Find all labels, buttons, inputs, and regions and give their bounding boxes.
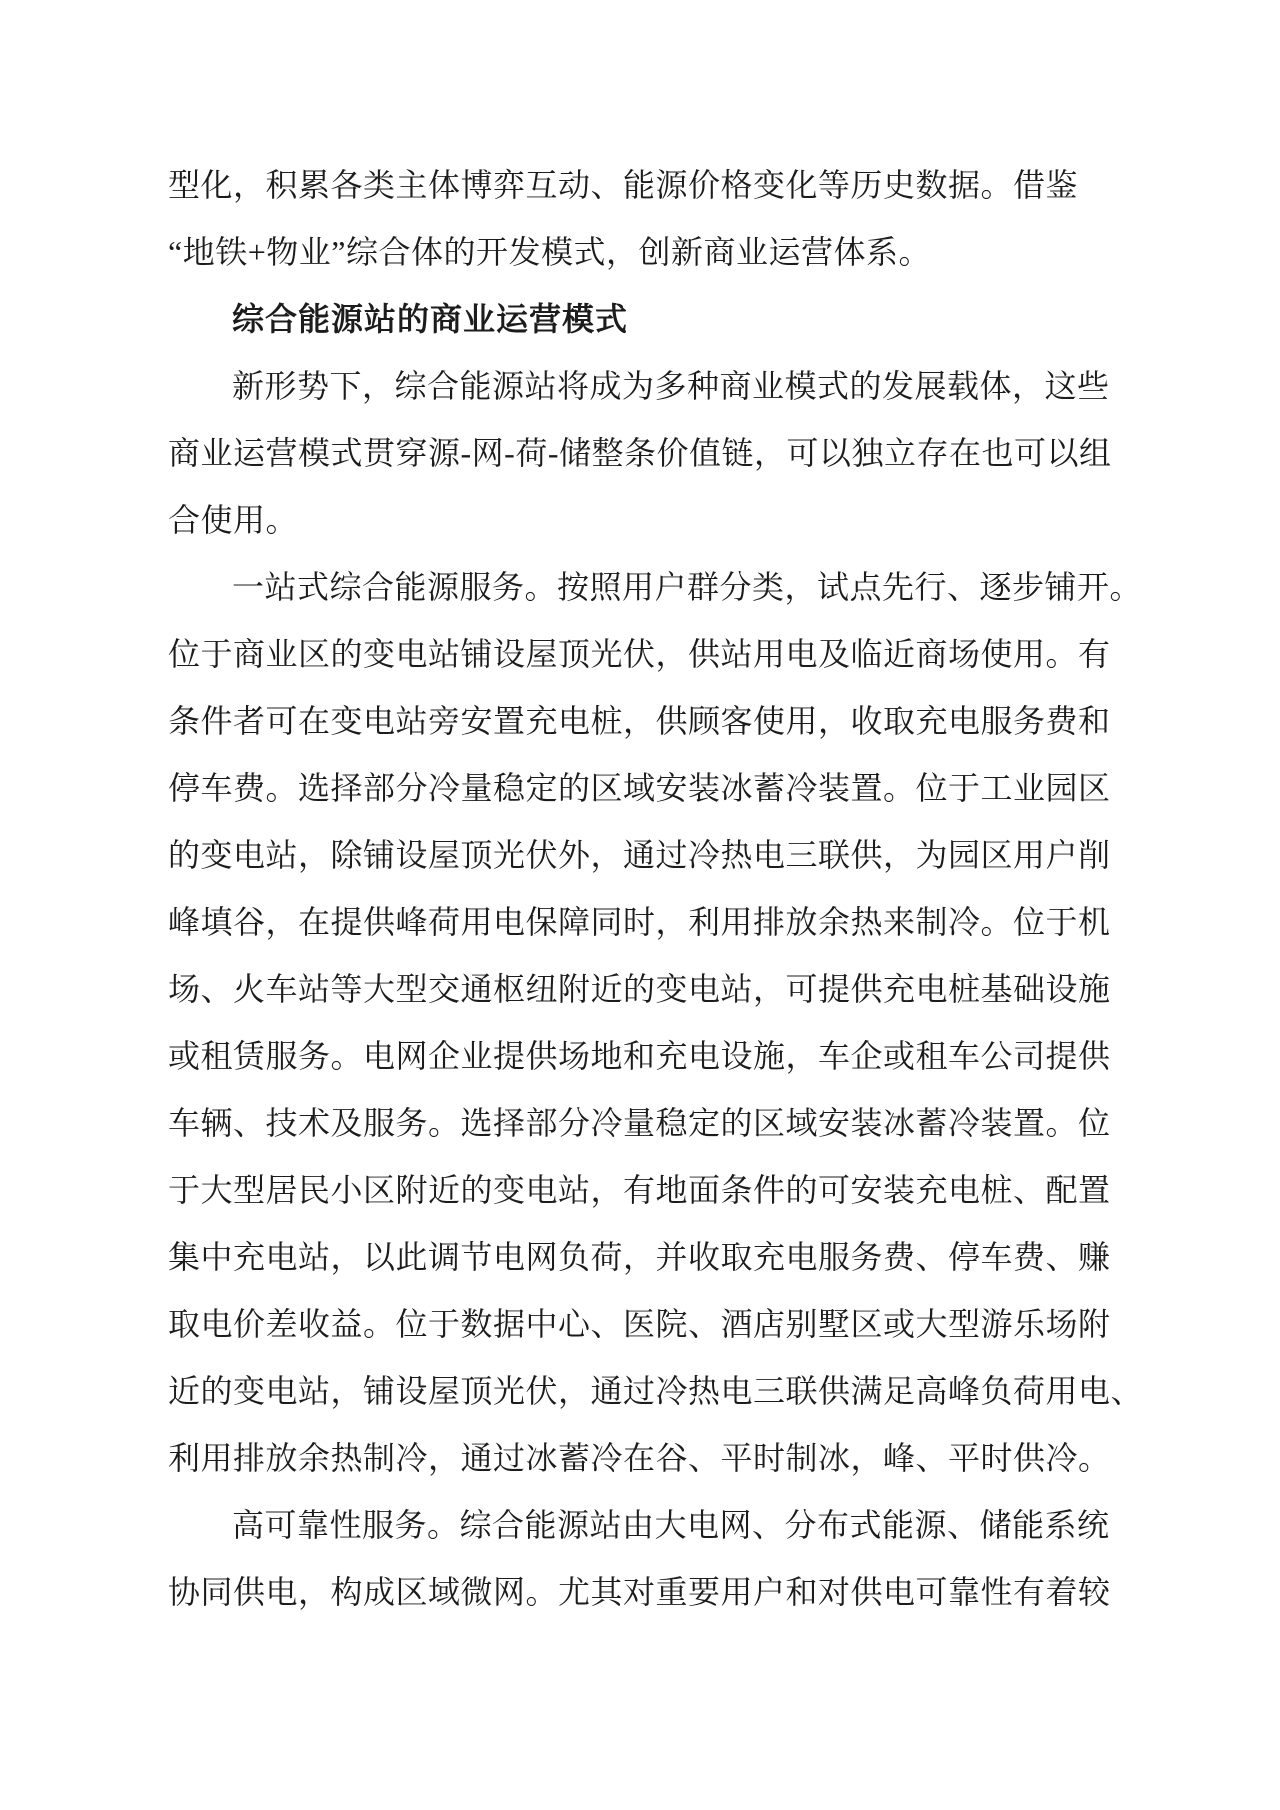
text-line: 型化，积累各类主体博弈互动、能源价格变化等历史数据。借鉴 [168, 167, 1079, 203]
text-line: 合使用。 [168, 502, 299, 538]
text-line: 条件者可在变电站旁安置充电桩，供顾客使用，收取充电服务费和 [168, 703, 1111, 739]
text-line: 取电价差收益。位于数据中心、医院、酒店别墅区或大型游乐场附 [168, 1306, 1111, 1342]
text-line: 或租赁服务。电网企业提供场地和充电设施，车企或租车公司提供 [168, 1038, 1111, 1074]
text-line: “地铁+物业”综合体的开发模式，创新商业运营体系。 [168, 234, 931, 270]
text-line: 集中充电站，以此调节电网负荷，并收取充电服务费、停车费、赚 [168, 1239, 1111, 1275]
text-line: 高可靠性服务。综合能源站由大电网、分布式能源、储能系统 [232, 1507, 1110, 1543]
text-line: 协同供电，构成区域微网。尤其对重要用户和对供电可靠性有着较 [168, 1574, 1111, 1610]
text-line: 新形势下，综合能源站将成为多种商业模式的发展载体，这些 [232, 368, 1110, 404]
text-line: 利用排放余热制冷，通过冰蓄冷在谷、平时制冰，峰、平时供冷。 [168, 1440, 1111, 1476]
text-line: 场、火车站等大型交通枢纽附近的变电站，可提供充电桩基础设施 [168, 971, 1111, 1007]
text-line: 的变电站，除铺设屋顶光伏外，通过冷热电三联供，为园区用户削 [168, 837, 1111, 873]
section-heading: 综合能源站的商业运营模式 [232, 301, 629, 337]
text-line: 于大型居民小区附近的变电站，有地面条件的可安装充电桩、配置 [168, 1172, 1111, 1208]
text-line: 一站式综合能源服务。按照用户群分类，试点先行、逐步铺开。 [232, 569, 1143, 605]
text-line: 位于商业区的变电站铺设屋顶光伏，供站用电及临近商场使用。有 [168, 636, 1111, 672]
text-line: 停车费。选择部分冷量稳定的区域安装冰蓄冷装置。位于工业园区 [168, 770, 1111, 806]
text-line: 商业运营模式贯穿源-网-荷-储整条价值链，可以独立存在也可以组 [168, 435, 1112, 471]
text-line: 车辆、技术及服务。选择部分冷量稳定的区域安装冰蓄冷装置。位 [168, 1105, 1111, 1141]
text-line: 峰填谷，在提供峰荷用电保障同时，利用排放余热来制冷。位于机 [168, 904, 1111, 940]
text-line: 近的变电站，铺设屋顶光伏，通过冷热电三联供满足高峰负荷用电、 [168, 1373, 1144, 1409]
